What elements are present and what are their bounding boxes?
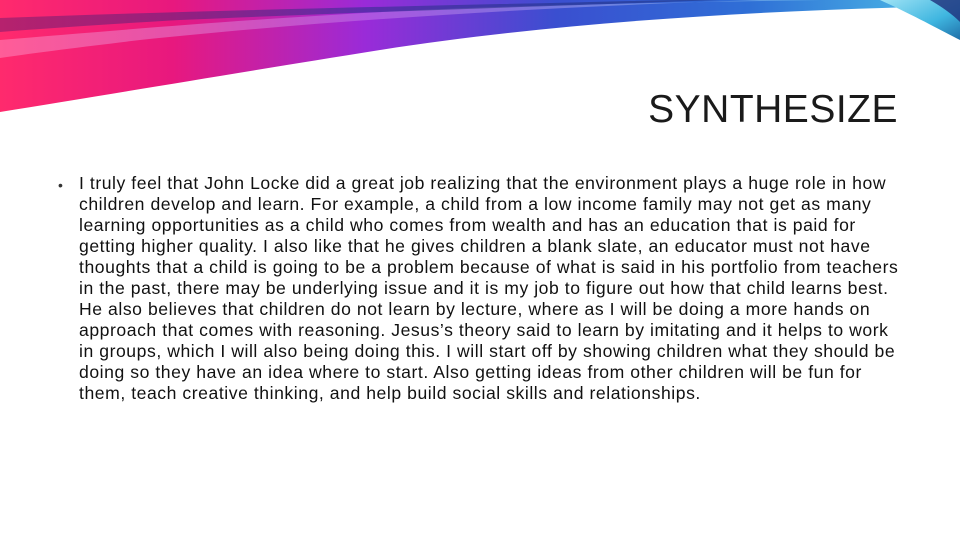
slide-title: SYNTHESIZE (648, 88, 898, 131)
bullet-text: I truly feel that John Locke did a great job realizing that the environment plays a huge role in how children develop and learn. For example, a child from a low income family may not get as many learning opportunities as a child who comes from wealth and has an education that is paid for getting higher quality. I also like that he gives children a blank slate, an educator must not have thoughts that a child is going to be a problem because of what is said in his portfolio from teachers in the past, there may be underlying issue and it is my job to figure out how that child learns best. He also believes that children do not learn by lecture, where as I will be doing a more hands on approach that comes with reasoning. Jesus’s theory said to learn by imitating and it helps to work in groups, which I will also being doing this. I will start off by showing children what they should be doing so they have an idea where to start. Also getting ideas from other children will be fun for them, teach creative thinking, and help build social skills and relationships. (79, 173, 899, 403)
bullet-item (56, 173, 906, 404)
bullet-list (56, 173, 906, 404)
bullet-dot-icon: • (58, 177, 64, 193)
